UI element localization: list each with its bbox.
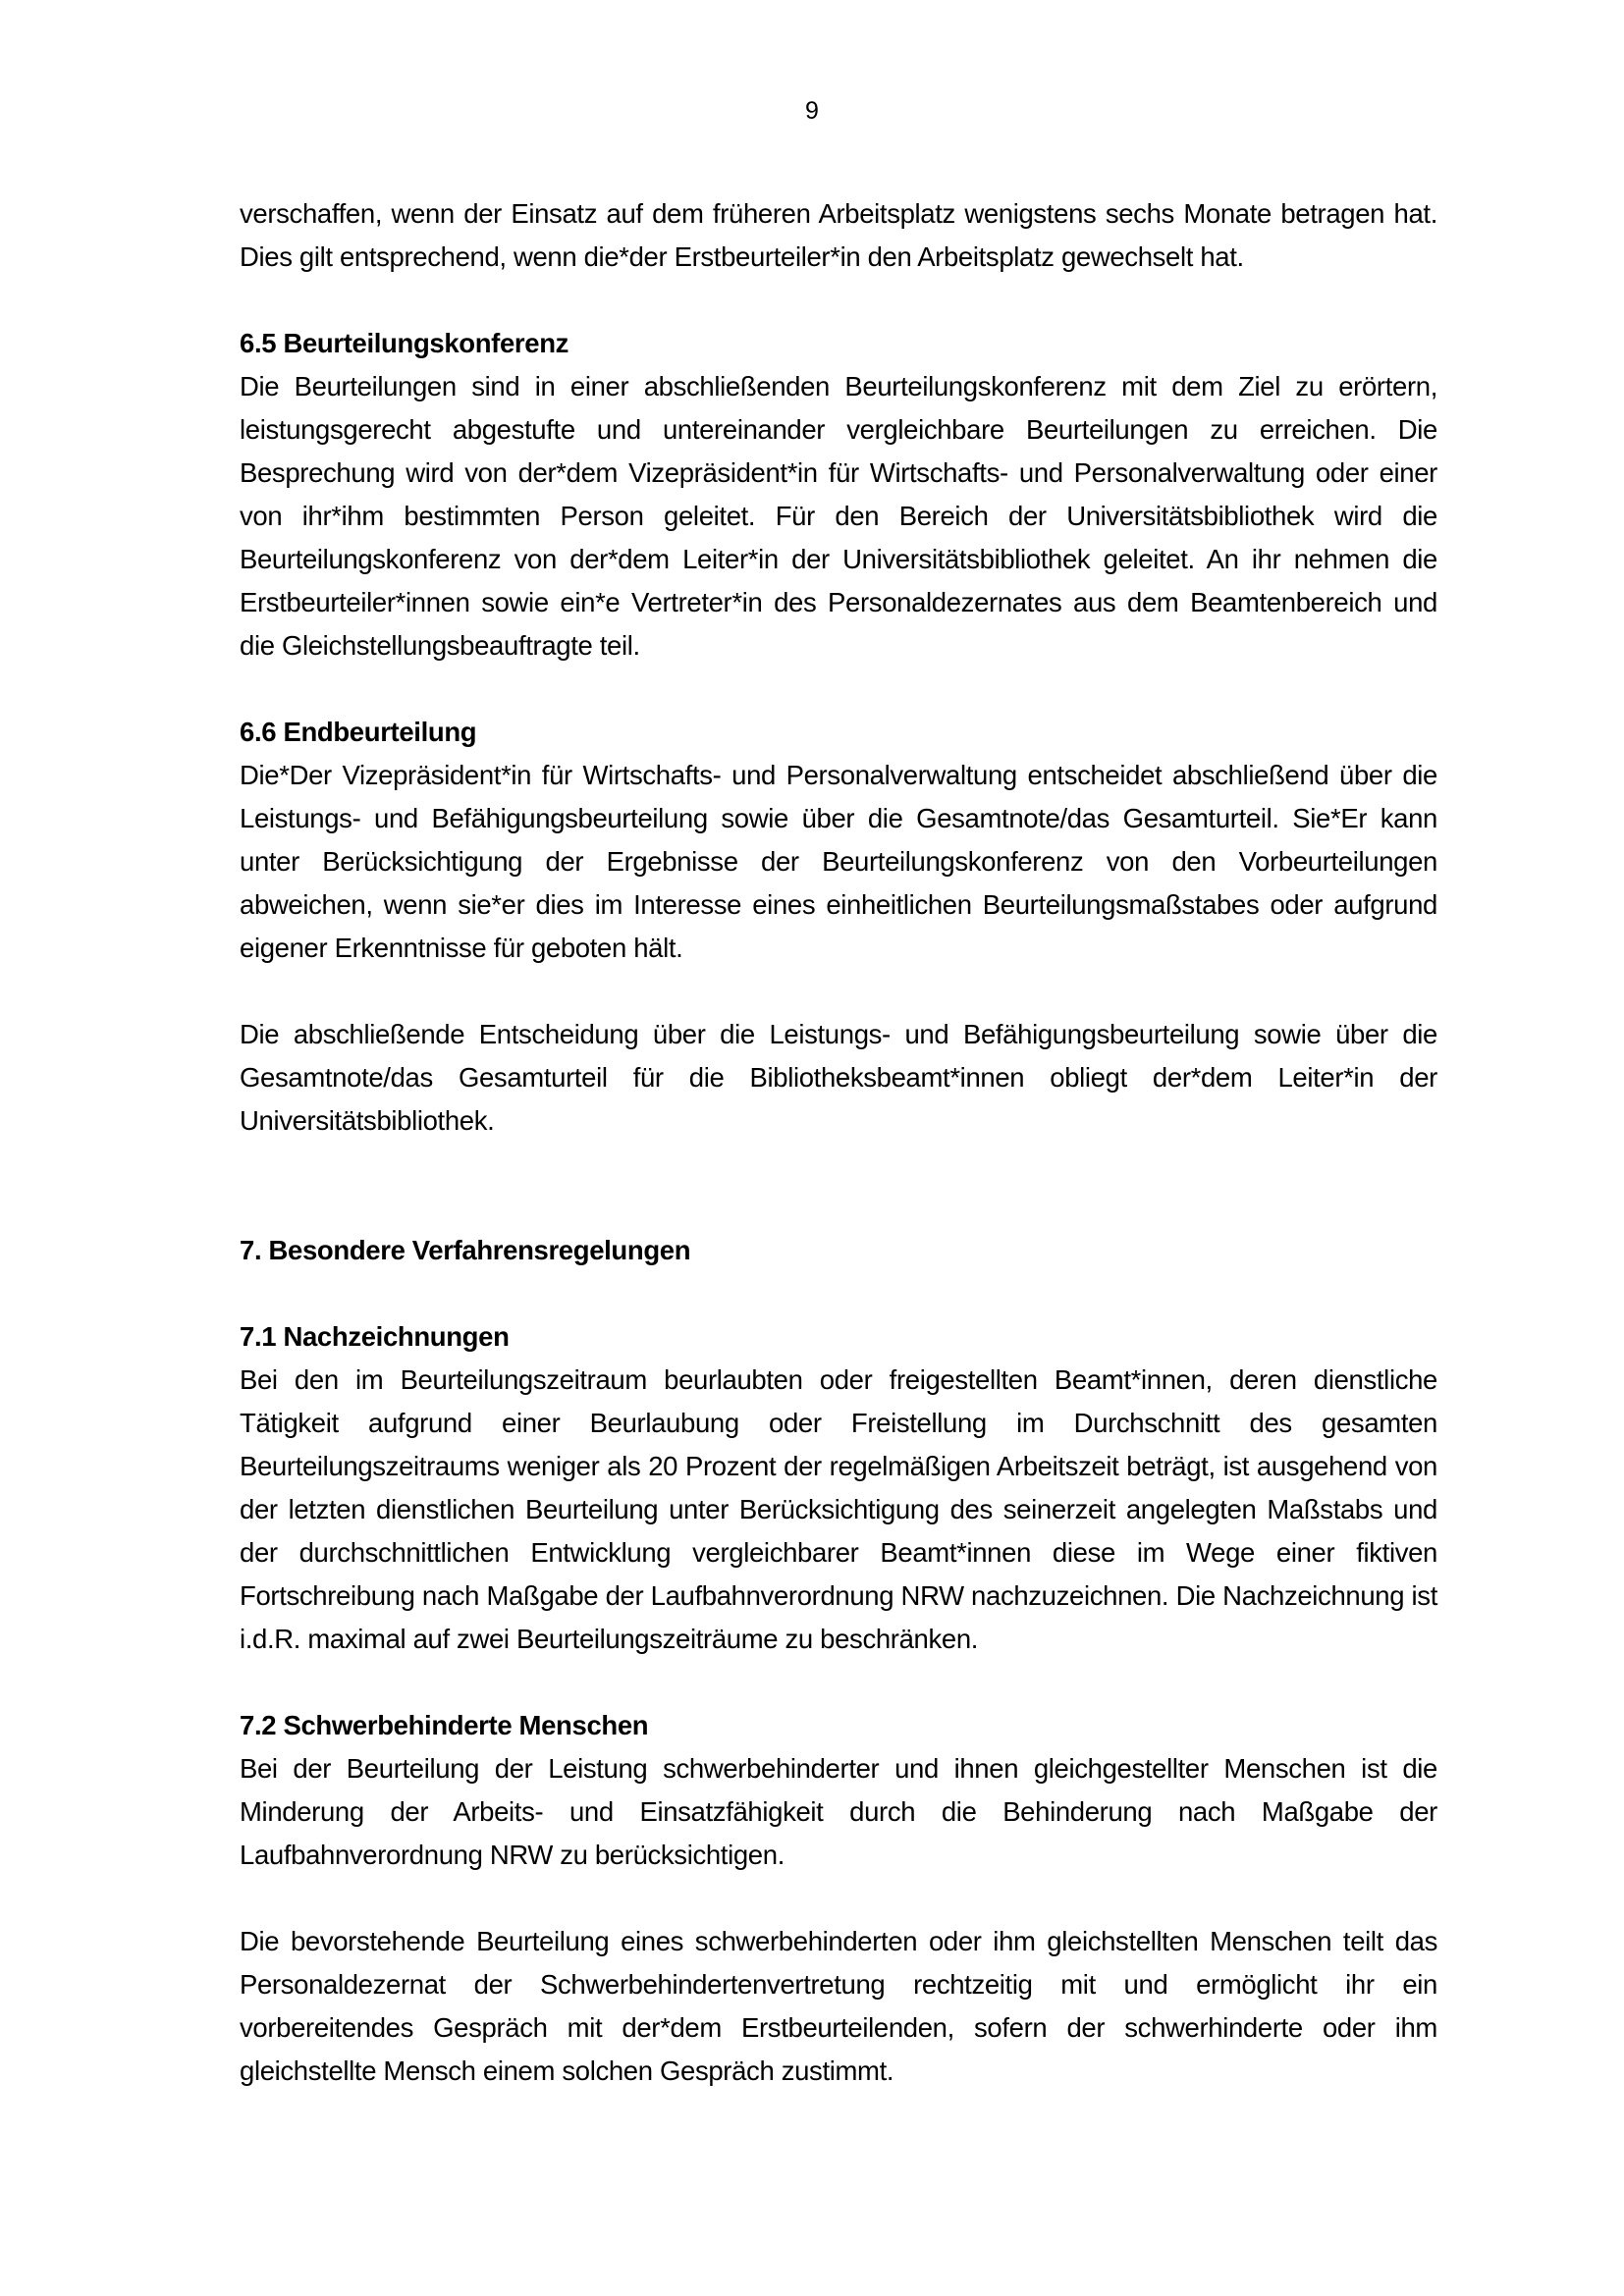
section-7-2 bbox=[240, 1704, 1437, 2093]
section-6-5-paragraph-1: Die Beurteilungen sind in einer abschließenden Beurteilungskonferenz mit dem Ziel zu erörtern, leistungsgerecht abgestufte und untereinander vergleichbare Beurteilungen zu erreichen. Die Besprechung wird von der*dem Vizepräsident*in für Wirtschafts- und Personalverwaltung oder einer von ihr*ihm bestimmten Person geleitet. Für den Bereich der Universitätsbibliothek wird die Beurteilungskonferenz von der*dem Leiter*in der Universitätsbibliothek geleitet. An ihr nehmen die Erstbeurteiler*innen sowie ein*e Vertreter*in des Personaldezernates aus dem Beamtenbereich und die Gleichstellungsbeauftragte teil. bbox=[240, 371, 1437, 661]
section-7-2-paragraph-1: Bei der Beurteilung der Leistung schwerbehinderter und ihnen gleichgestellter Menschen ist die Minderung der Arbeits- und Einsatzfähigkeit durch die Behinderung nach Maßgabe der Laufbahnverordnung NRW zu berücksichtigen. bbox=[240, 1753, 1437, 1870]
section-6-5-heading: 6.5 Beurteilungskonferenz bbox=[240, 328, 569, 358]
section-7-1-heading: 7.1 Nachzeichnungen bbox=[240, 1321, 510, 1352]
section-7-1 bbox=[240, 1315, 1437, 1661]
section-6-6-paragraph-2: Die abschließende Entscheidung über die Leistungs- und Befähigungsbeurteilung sowie über die Gesamtnote/das Gesamturteil für die Bibliotheksbeamt*innen obliegt der*dem Leiter*in der Universitätsbibliothek. bbox=[240, 1019, 1437, 1136]
page-number: 9 bbox=[805, 97, 819, 125]
section-6-6 bbox=[240, 711, 1437, 1143]
intro-paragraph: verschaffen, wenn der Einsatz auf dem früheren Arbeitsplatz wenigstens sechs Monate betragen hat. Dies gilt entsprechend, wenn die*der Erstbeurteiler*in den Arbeitsplatz gewechselt hat. bbox=[240, 198, 1437, 272]
section-6-5 bbox=[240, 322, 1437, 667]
document-body bbox=[240, 192, 1437, 2093]
section-7-2-heading: 7.2 Schwerbehinderte Menschen bbox=[240, 1710, 649, 1740]
section-6-6-heading: 6.6 Endbeurteilung bbox=[240, 717, 477, 747]
section-7-1-paragraph-1: Bei den im Beurteilungszeitraum beurlaubten oder freigestellten Beamt*innen, deren dienstliche Tätigkeit aufgrund einer Beurlaubung oder Freistellung im Durchschnitt des gesamten Beurteilungszeitraums weniger als 20 Prozent der regelmäßigen Arbeitszeit beträgt, ist ausgehend von der letzten dienstlichen Beurteilung unter Berücksichtigung des seinerzeit angelegten Maßstabs und der durchschnittlichen Entwicklung vergleichbarer Beamt*innen diese im Wege einer fiktiven Fortschreibung nach Maßgabe der Laufbahnverordnung NRW nachzuzeichnen. Die Nachzeichnung ist i.d.R. maximal auf zwei Beurteilungszeiträume zu beschränken. bbox=[240, 1364, 1437, 1654]
section-7 bbox=[240, 1229, 1437, 1272]
section-6-6-paragraph-1: Die*Der Vizepräsident*in für Wirtschafts- und Personalverwaltung entscheidet abschließend über die Leistungs- und Befähigungsbeurteilung sowie über die Gesamtnote/das Gesamturteil. Sie*Er kann unter Berücksichtigung der Ergebnisse der Beurteilungskonferenz von den Vorbeurteilungen abweichen, wenn sie*er dies im Interesse eines einheitlichen Beurteilungsmaßstabes oder aufgrund eigener Erkenntnisse für geboten hält. bbox=[240, 760, 1437, 963]
section-7-2-paragraph-2: Die bevorstehende Beurteilung eines schwerbehinderten oder ihm gleichstellten Menschen teilt das Personaldezernat der Schwerbehindertenvertretung rechtzeitig mit und ermöglicht ihr ein vorbereitendes Gespräch mit der*dem Erstbeurteilenden, sofern der schwerhinderte oder ihm gleichstellte Mensch einem solchen Gespräch zustimmt. bbox=[240, 1926, 1437, 2086]
section-7-heading: 7. Besondere Verfahrensregelungen bbox=[240, 1235, 691, 1265]
